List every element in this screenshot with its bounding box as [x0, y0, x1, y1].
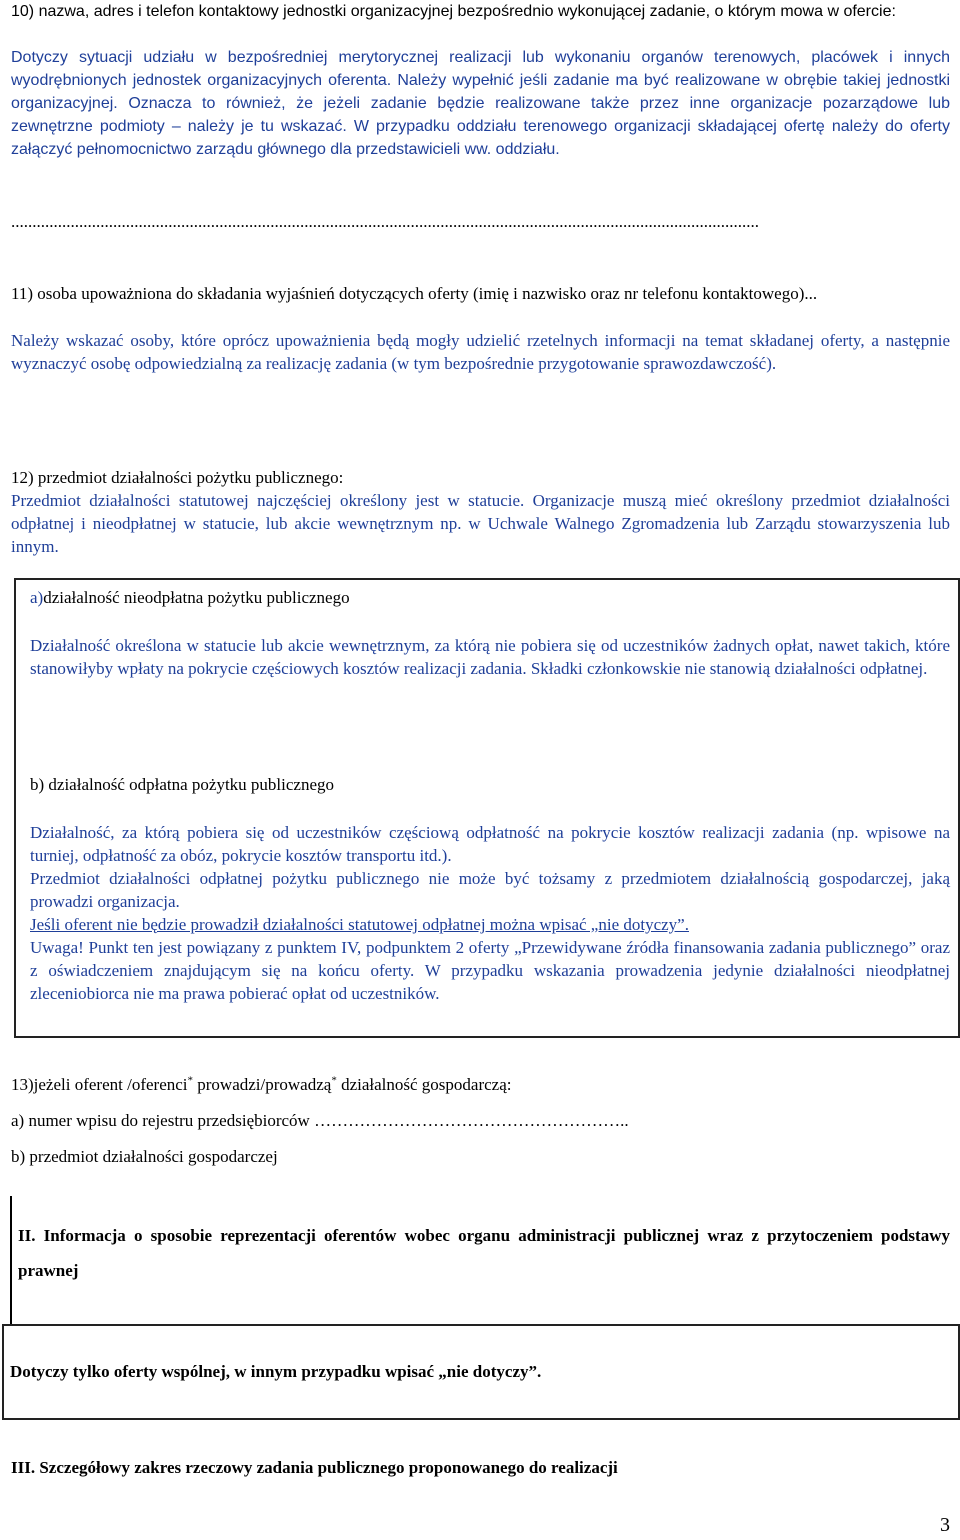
section-12-heading: 12) przedmiot działalności pożytku publicznego:: [11, 468, 344, 487]
paid-activity-notes: Działalność, za którą pobiera się od uczestników częściową odpłatność na pokrycie kosztów realizacji zadania (np. wpisowe na turniej, odpłatność za obóz, pokrycie kosztów transportu itd.). Przedmiot działalności odpłatnej pożytku publicznego nie może być tożsamy z przedmiotem działalnością gospodarczej, jaką prowadzi organizacja. Jeśli oferent nie będzie prowadził działalności statutowej odpłatnej można wpisać „nie dotyczy”. Uwaga! Punkt ten jest powiązany z punktem IV, podpunktem 2 oferty „Przewidywane źródła finansowania zadania publicznego” oraz z oświadczeniem znajdującym się na końcu oferty. W przypadku wskazania prowadzenia jedynie działalności nieodpłatnej zleceniobiorca nie ma prawa pobierać opłat od uczestników.: [30, 823, 950, 1003]
section-ii-title: II. Informacja o sposobie reprezentacji oferentów wobec organu administracji publicznej wraz z przytoczeniem podstawy prawnej: [18, 1226, 950, 1280]
section-iii-title: III. Szczegółowy zakres rzeczowy zadania publicznego proponowanego do realizacji: [11, 1458, 618, 1477]
page-number: 3: [940, 1514, 950, 1536]
nonpaid-activity-title: a)działalność nieodpłatna pożytku publicznego: [30, 588, 350, 607]
business-activity-line: b) przedmiot działalności gospodarczej: [11, 1147, 278, 1166]
section-11-heading: 11) osoba upoważniona do składania wyjaśnień dotyczących oferty (imię i nazwisko oraz nr telefonu kontaktowego)...: [11, 284, 818, 303]
section-11-note: Należy wskazać osoby, które oprócz upoważnienia będą mogły udzielić rzetelnych informacji na temat składanej oferty, a następnie wyznaczyć osobę odpowiedzialną za realizację zadania (w tym bezpośrednie przygotowanie sprawozdawczość).: [11, 331, 950, 373]
section-ii-note: Dotyczy tylko oferty wspólnej, w innym przypadku wpisać „nie dotyczy”.: [10, 1362, 542, 1381]
section-ii-left-rule: [10, 1196, 12, 1324]
section-ii-note-box: [2, 1324, 960, 1420]
activity-types-box: [14, 578, 960, 1038]
nonpaid-activity-note: Działalność określona w statucie lub akcie wewnętrznym, za którą nie pobiera się od uczestników żadnych opłat, nawet takich, które stanowiłyby wpłaty na pokrycie częściowych kosztów realizacji zadania. Składki członkowskie nie stanowią działalności odpłatnej.: [30, 636, 950, 678]
section-10-note: Dotyczy sytuacji udziału w bezpośredniej merytorycznej realizacji lub wykonaniu organów terenowych, placówek i innych wyodrębnionych jednostek organizacyjnych oferenta. Należy wypełnić jeśli zadanie ma być realizowane w obrębie takiej jednostki organizacyjnej. Oznacza to również, że jeżeli zadanie będzie realizowane także przez inne organizacje pozarządowe lub zewnętrzne podmioty – należy je tu wskazać. W przypadku oddziału terenowego organizacji składającej ofertę należy do oferty załączyć pełnomocnictwo zarządu głównego dla przedstawicieli ww. oddziału.: [11, 49, 950, 158]
section-13-heading: 13)jeżeli oferent /oferenci* prowadzi/prowadzą* działalność gospodarczą:: [11, 1074, 512, 1094]
paid-activity-title: b) działalność odpłatna pożytku publicznego: [30, 775, 335, 794]
section-10-dots: ................................................................................................................................................................................: [11, 212, 759, 231]
section-10-heading: 10) nazwa, adres i telefon kontaktowy jednostki organizacyjnej bezpośrednio wykonującej zadanie, o którym mowa w ofercie:: [11, 3, 896, 20]
business-register-number-line: a) numer wpisu do rejestru przedsiębiorców ………………………………………………..: [11, 1111, 629, 1130]
section-12-note: Przedmiot działalności statutowej najczęściej określony jest w statucie. Organizacje muszą mieć określony przedmiot działalności odpłatnej i nieodpłatnej w statucie, lub akcie wewnętrznym np. w Uchwale Walnego Zgromadzenia lub Zarządu stowarzyszenia lub innym.: [11, 491, 950, 556]
